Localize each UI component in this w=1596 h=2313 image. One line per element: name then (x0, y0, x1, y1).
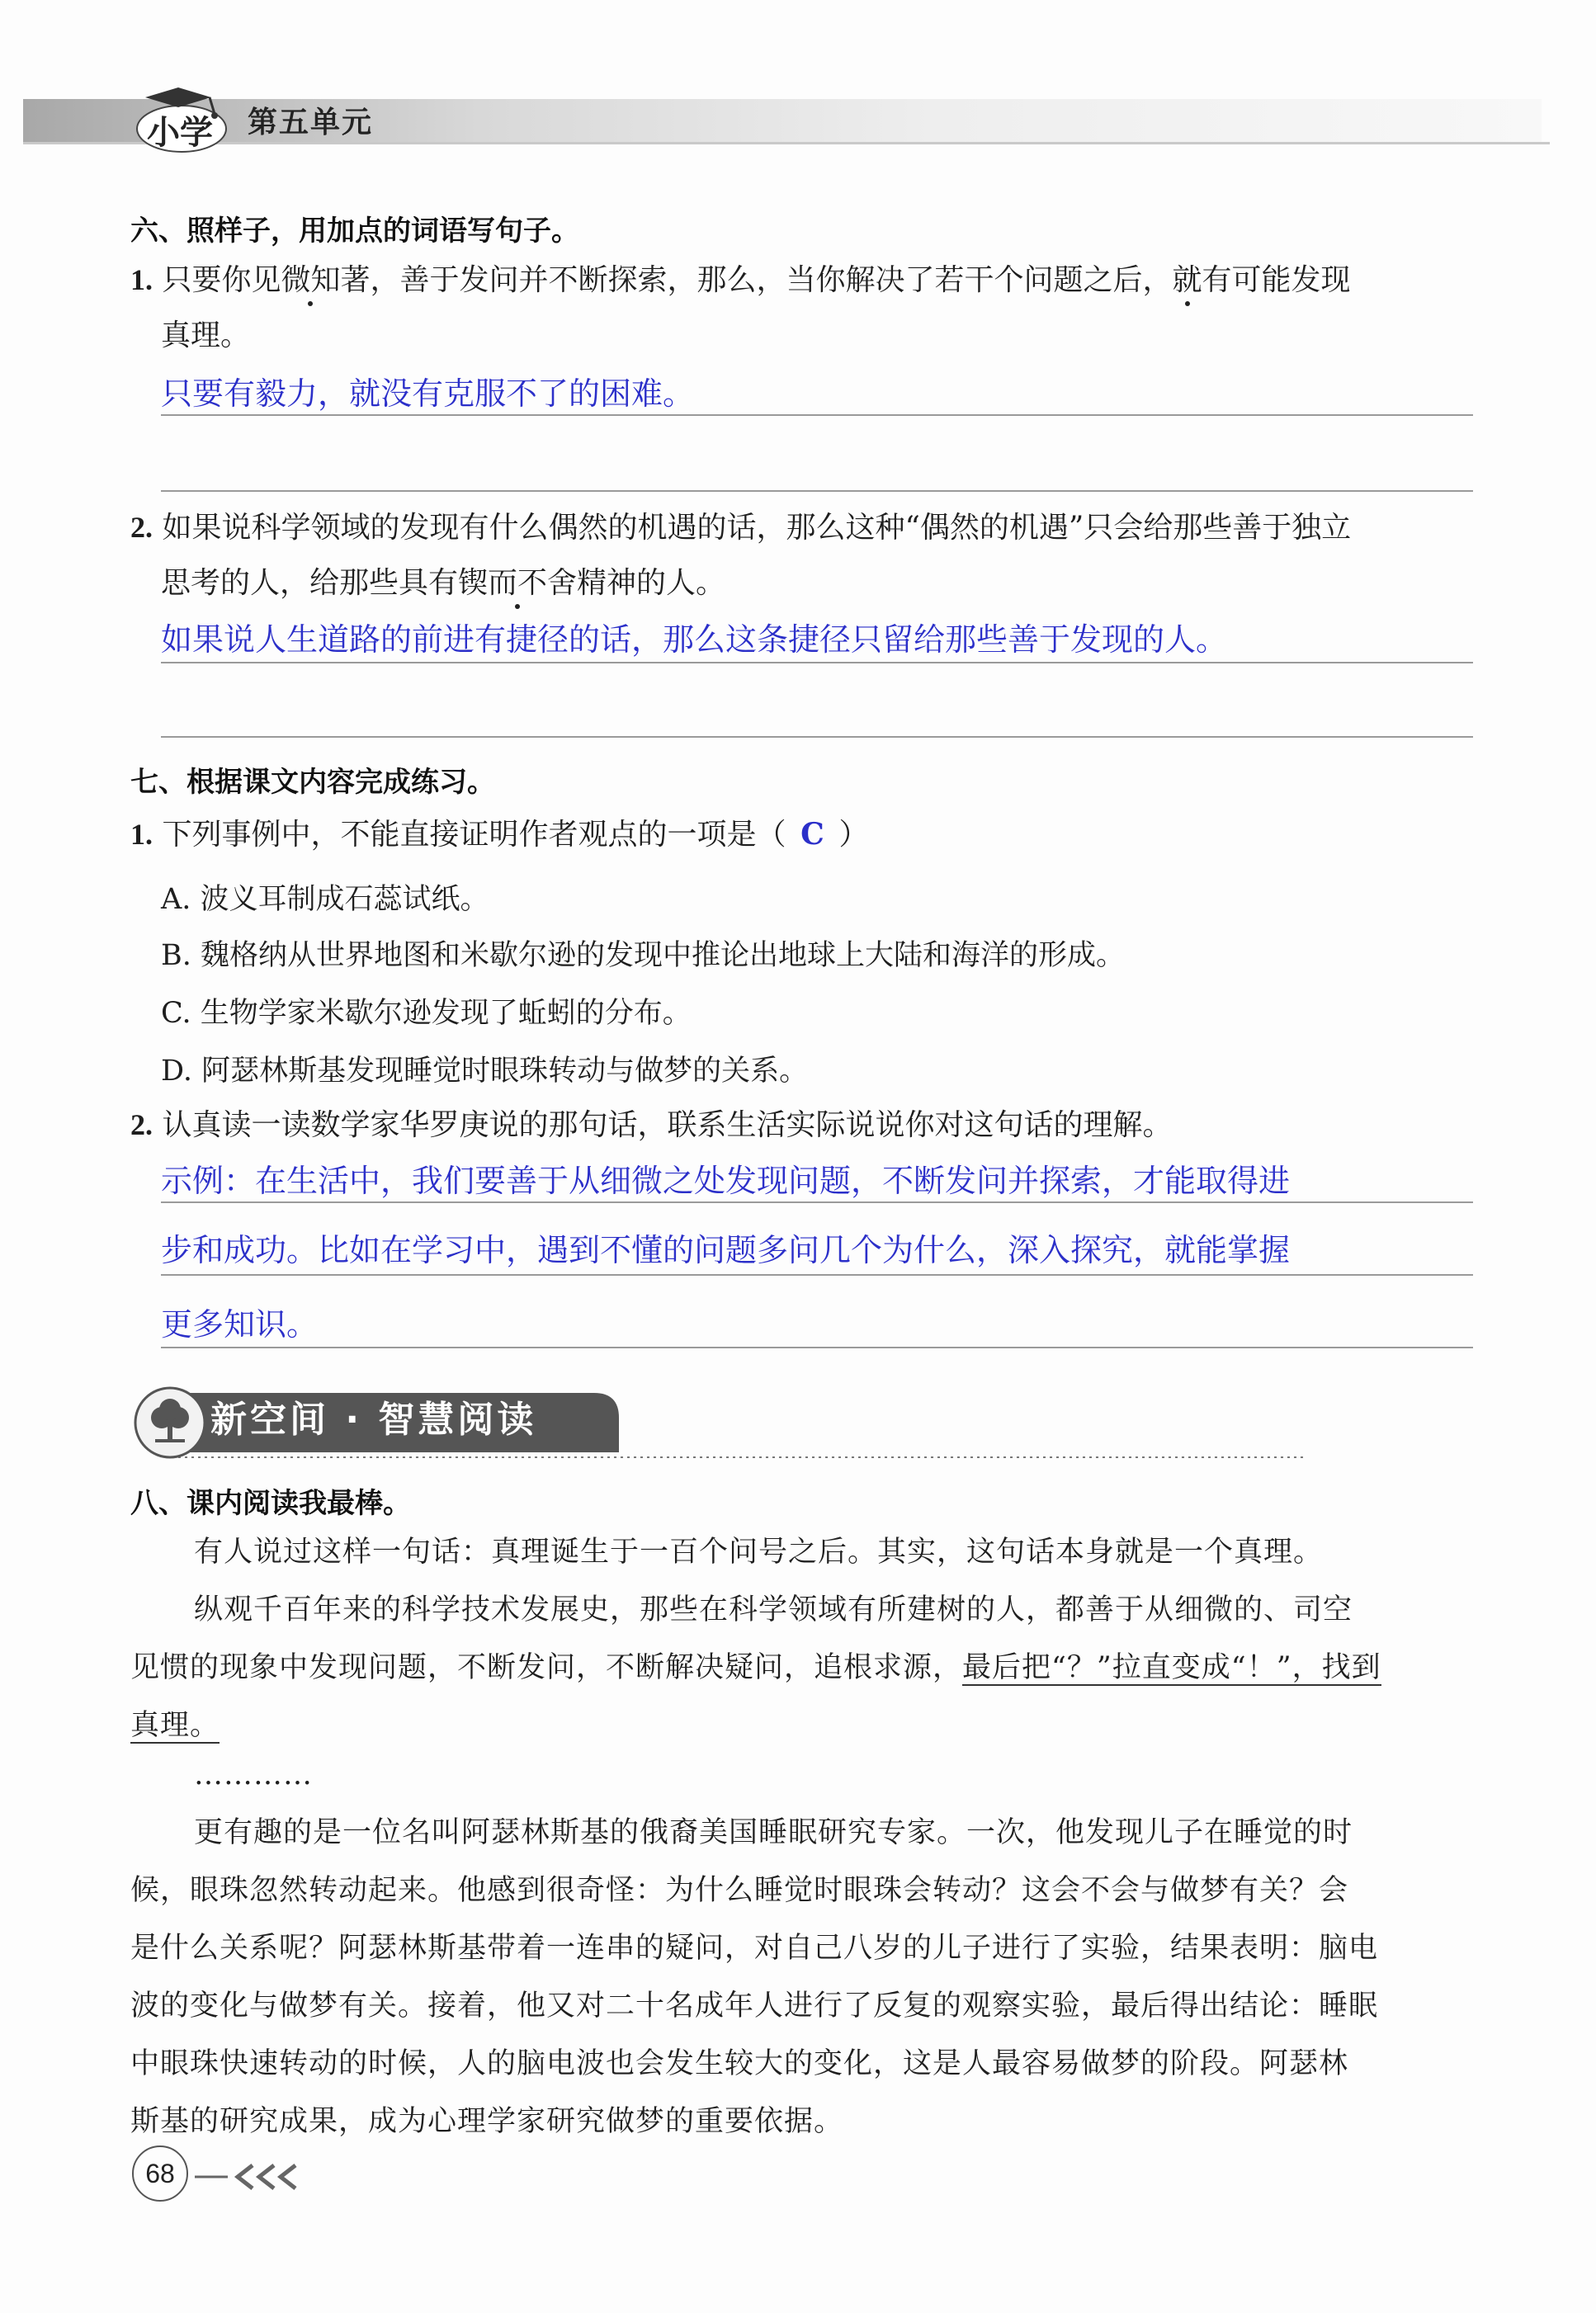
s6-q1-line2: 真理。 (161, 319, 251, 352)
header-rule (23, 142, 1550, 144)
s6-q2-number: 2. (130, 511, 153, 544)
section-6-title: 六、照样子，用加点的词语写句子。 (130, 215, 579, 248)
s6-q2-line2: 思考的人，给那些具有锲而不舍精神的人。 (161, 564, 725, 602)
passage-paragraph-3-line5: 中眼珠快速转动的时候，人的脑电波也会发生较大的变化，这是人最容易做梦的阶段。阿瑟林 (130, 2047, 1349, 2080)
passage-paragraph-3-line6: 斯基的研究成果，成为心理学家研究做梦的重要依据。 (130, 2105, 844, 2138)
passage-paragraph-3-line1: 更有趣的是一位名叫阿瑟林斯基的俄裔美国睡眠研究专家。一次，他发现儿子在睡觉的时 (194, 1816, 1353, 1849)
s7-q2: 2. 认真读一读数学家华罗庚说的那句话，联系生活实际说说你对这句话的理解。 (130, 1108, 1173, 1142)
answer-line (161, 1274, 1473, 1276)
page-number: 68 (132, 2145, 188, 2202)
dotted-word: 锲而不舍 (458, 564, 577, 602)
s7-q2-answer-line1: 示例：在生活中，我们要善于从细微之处发现问题，不断发问并探索，才能取得进 (161, 1163, 1291, 1199)
option-b: B. 魏格纳从世界地图和米歇尔逊的发现中推论出地球上大陆和海洋的形成。 (161, 939, 1125, 972)
s7-q2-answer-line3: 更多知识。 (161, 1306, 319, 1343)
unit-title: 第五单元 (248, 106, 374, 139)
option-a: A. 波义耳制成石蕊试纸。 (161, 883, 489, 916)
option-c: C. 生物学家米歇尔逊发现了蚯蚓的分布。 (161, 997, 692, 1030)
s6-q2-answer: 如果说人生道路的前进有捷径的话，那么这条捷径只留给那些善于发现的人。 (161, 621, 1228, 658)
graduate-cap-logo-icon (124, 83, 231, 157)
passage-paragraph-3-line3: 是什么关系呢？阿瑟林斯基带着一连串的疑问，对自己八岁的儿子进行了实验，结果表明：脑电 (130, 1932, 1379, 1965)
answer-line (161, 736, 1473, 738)
underlined-sentence: 最后把“？”拉直变成“！”，找到 (962, 1651, 1381, 1684)
s7-q1: 1. 下列事例中，不能直接证明作者观点的一项是（ C ） (130, 817, 869, 852)
section-8-title: 八、课内阅读我最棒。 (130, 1487, 411, 1520)
s6-q1-line1: 1. 只要你见微知著，善于发问并不断探索，那么，当你解决了若干个问题之后，就有可能发现 (130, 261, 1351, 300)
s7-q2-number: 2. (130, 1108, 153, 1141)
svg-text:小学: 小学 (147, 114, 213, 152)
passage-paragraph-2-line1: 纵观千百年来的科学技术发展史，那些在科学领域有所建树的人，都善于从细微的、司空 (194, 1593, 1353, 1626)
answer-line (161, 662, 1473, 663)
s7-q1-number: 1. (130, 818, 153, 851)
arrows-decoration-icon (195, 2160, 327, 2193)
answer-line (161, 414, 1473, 416)
s7-q1-answer: C (800, 817, 824, 852)
s6-q1-number: 1. (130, 263, 153, 296)
dotted-word: 就 (1173, 262, 1202, 300)
passage-paragraph-3-line2: 候，眼珠忽然转动起来。他感到很奇怪：为什么睡觉时眼珠会转动？这会不会与做梦有关？会 (130, 1874, 1349, 1907)
answer-line (161, 1347, 1473, 1348)
passage-paragraph-2-line2: 见惯的现象中发现问题，不断发问，不断解决疑问，追根求源，最后把“？”拉直变成“！”，找到 (130, 1651, 1381, 1684)
answer-line (161, 490, 1473, 492)
ellipsis: ………… (194, 1758, 313, 1791)
underlined-sentence: 真理。 (130, 1709, 220, 1742)
dotted-word: 见微知著 (251, 262, 370, 300)
s6-q2-line1: 2. 如果说科学领域的发现有什么偶然的机遇的话，那么这种“偶然的机遇”只会给那些善于独立 (130, 511, 1352, 545)
option-d: D. 阿瑟林斯基发现睡觉时眼珠转动与做梦的关系。 (161, 1055, 809, 1088)
banner-title: 新空间 · 智慧阅读 (210, 1399, 537, 1441)
s6-q1-answer: 只要有毅力，就没有克服不了的困难。 (161, 375, 695, 412)
s7-q2-answer-line2: 步和成功。比如在学习中，遇到不懂的问题多问几个为什么，深入探究，就能掌握 (161, 1232, 1291, 1268)
passage-paragraph-1: 有人说过这样一句话：真理诞生于一百个问号之后。其实，这句话本身就是一个真理。 (194, 1536, 1324, 1569)
section-7-title: 七、根据课文内容完成练习。 (130, 766, 495, 799)
answer-line (161, 1201, 1473, 1203)
passage-paragraph-3-line4: 波的变化与做梦有关。接着，他又对二十名成年人进行了反复的观察实验，最后得出结论：睡眠 (130, 1990, 1379, 2023)
